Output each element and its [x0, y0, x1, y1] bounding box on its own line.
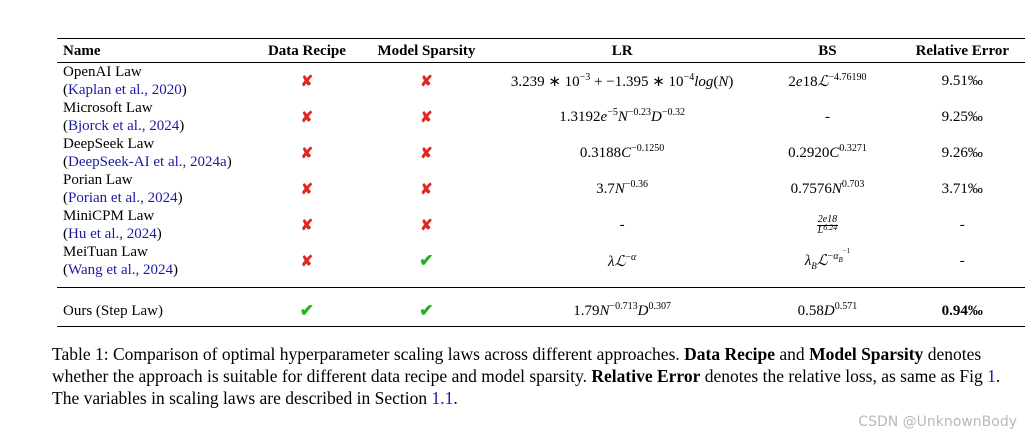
bs-fraction: $\frac{2e18}{L^{6.24}}$ [817, 213, 838, 236]
cross-icon: ✘ [300, 109, 314, 126]
citation-link[interactable]: Wang et al., 2024 [68, 262, 174, 278]
bs-value: - [824, 108, 830, 125]
table-row [57, 243, 1025, 279]
lr-formula: $1.79N^{-0.713}D^{0.307}$ [573, 300, 671, 319]
header-bs: BS [818, 43, 837, 59]
close-paren: ) [179, 118, 185, 134]
close-paren: ) [156, 226, 162, 242]
relative-error-value: - [959, 216, 965, 233]
check-icon: ✔ [419, 301, 434, 320]
header-relative-error: Relative Error [915, 43, 1009, 59]
check-icon: ✔ [299, 301, 315, 320]
cross-icon: ✘ [420, 145, 433, 162]
citation-line [63, 189, 244, 207]
check-icon: ✔ [419, 251, 434, 270]
open-paren: ( [63, 226, 68, 242]
close-paren: ) [177, 190, 183, 206]
table-spacer [57, 288, 1025, 297]
relative-error-value: 9.26‰ [941, 144, 983, 161]
cross-icon: ✘ [300, 181, 314, 198]
figure-ref-link[interactable]: 1 [987, 366, 996, 386]
law-name-cell [57, 99, 250, 135]
cross-icon: ✘ [300, 217, 314, 234]
open-paren: ( [63, 82, 68, 98]
citation-link[interactable]: Bjorck et al., 2024 [68, 118, 180, 134]
data-recipe-cell [250, 296, 364, 327]
lr-value: - [619, 216, 625, 233]
data-recipe-cell [250, 207, 364, 243]
open-paren: ( [63, 118, 68, 134]
table-row [57, 135, 1025, 171]
citation-line [63, 81, 244, 99]
relative-error-value: 3.71‰ [941, 180, 983, 197]
citation-line [63, 225, 244, 243]
law-name: Porian Law [63, 172, 133, 188]
bs-formula: $0.7576N^{0.703}$ [790, 178, 865, 197]
model-sparsity-cell [364, 135, 489, 171]
law-name: Ours (Step Law) [63, 302, 163, 319]
citation-link[interactable]: Porian et al., 2024 [68, 190, 178, 206]
relative-error-value: 0.94‰ [941, 302, 983, 319]
caption-text: . The variables in scaling laws are described in Section [52, 366, 1001, 408]
table-header-row [57, 39, 1025, 63]
citation-line [63, 117, 244, 135]
data-recipe-cell [250, 99, 364, 135]
data-recipe-cell [250, 63, 364, 100]
law-name: MeiTuan Law [63, 244, 148, 260]
model-sparsity-cell [364, 171, 489, 207]
citation-line [63, 261, 244, 279]
caption-text: Table 1: Comparison of optimal hyperparameter scaling laws across different approaches. [52, 344, 685, 364]
caption-bold: Model Sparsity [809, 344, 924, 364]
lr-formula: $1.3192e^{-5}N^{-0.23}D^{-0.32}$ [559, 106, 685, 125]
table-separator [57, 279, 1025, 288]
caption-text: denotes the relative loss, as same as Fig [700, 366, 988, 386]
citation-link[interactable]: Kaplan et al., 2020 [68, 82, 182, 98]
cross-icon: ✘ [420, 181, 433, 198]
citation-link[interactable]: DeepSeek-AI et al., 2024a [68, 154, 227, 170]
relative-error-value: - [959, 252, 965, 269]
table-row [57, 207, 1025, 243]
lr-formula: $3.7N^{-0.36}$ [596, 178, 649, 197]
law-name-cell [57, 171, 250, 207]
model-sparsity-cell [364, 99, 489, 135]
table-row [57, 99, 1025, 135]
watermark: CSDN @UnknownBody [858, 414, 1017, 430]
table-caption [52, 343, 1002, 409]
caption-text: . [453, 388, 458, 408]
model-sparsity-cell [364, 243, 489, 279]
citation-line [63, 153, 244, 171]
lr-formula: $0.3188C^{-0.1250}$ [579, 142, 665, 161]
open-paren: ( [63, 190, 68, 206]
bs-formula: $0.58D^{0.571}$ [797, 300, 858, 319]
relative-error-value: 9.25‰ [941, 108, 983, 125]
law-name: OpenAI Law [63, 64, 142, 80]
close-paren: ) [181, 82, 187, 98]
law-name: DeepSeek Law [63, 136, 155, 152]
cross-icon: ✘ [420, 109, 433, 126]
header-name: Name [63, 43, 101, 59]
comparison-table [57, 38, 1025, 327]
law-name: Microsoft Law [63, 100, 153, 116]
table-row-ours [57, 296, 1025, 327]
model-sparsity-cell [364, 296, 489, 327]
data-recipe-cell [250, 171, 364, 207]
law-name-cell [57, 135, 250, 171]
header-lr: LR [611, 43, 633, 59]
cross-icon: ✘ [300, 73, 314, 90]
citation-link[interactable]: Hu et al., 2024 [68, 226, 157, 242]
table-row [57, 171, 1025, 207]
cross-icon: ✘ [300, 253, 314, 270]
relative-error-value: 9.51‰ [941, 72, 983, 89]
header-model-sparsity: Model Sparsity [377, 43, 476, 59]
law-name-cell [57, 243, 250, 279]
data-recipe-cell [250, 135, 364, 171]
caption-bold: Relative Error [591, 366, 701, 386]
comparison-table-container [57, 38, 1025, 327]
bs-formula: $0.2920C^{0.3271}$ [788, 142, 867, 161]
caption-text: and [775, 344, 810, 364]
table-row [57, 63, 1025, 100]
bs-formula: 2e18ℒ$^{-4.76190}$ [788, 71, 867, 90]
data-recipe-cell [250, 243, 364, 279]
cross-icon: ✘ [300, 145, 314, 162]
law-name-cell [57, 207, 250, 243]
cross-icon: ✘ [420, 217, 433, 234]
model-sparsity-cell [364, 207, 489, 243]
bs-formula: $\lambda_Bℒ^{-\alpha_B^{-1}}$ [804, 247, 851, 271]
cross-icon: ✘ [420, 73, 433, 90]
section-ref-link[interactable]: 1.1 [431, 388, 454, 408]
law-name-cell [57, 63, 250, 100]
lr-formula: λℒ$^{-\alpha}$ [608, 251, 637, 270]
model-sparsity-cell [364, 63, 489, 100]
open-paren: ( [63, 262, 68, 278]
lr-formula: 3.239 ∗ $10^{-3} + -1.395$ ∗ $10^{-4}\log(N)$ [510, 71, 734, 90]
bs-formula [755, 207, 899, 243]
open-paren: ( [63, 154, 68, 170]
caption-text: denotes whether the approach is suitable for different data recipe and model sparsity. [52, 344, 982, 386]
caption-bold: Data Recipe [684, 344, 776, 364]
law-name: MiniCPM Law [63, 208, 155, 224]
close-paren: ) [226, 154, 232, 170]
header-data-recipe: Data Recipe [267, 43, 346, 59]
close-paren: ) [173, 262, 179, 278]
